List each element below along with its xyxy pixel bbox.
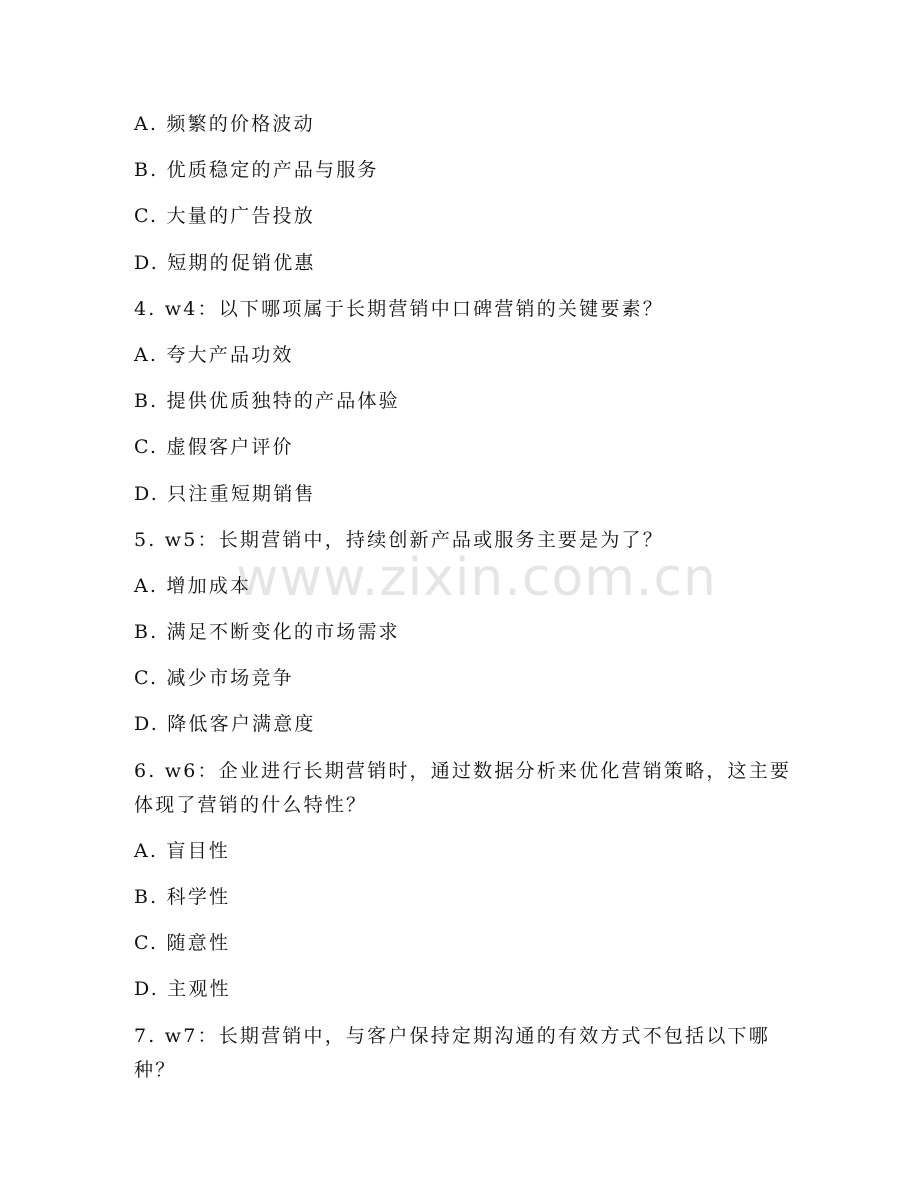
option-line: A. 盲目性 <box>134 839 231 862</box>
option-line: D. 短期的促销优惠 <box>134 251 316 274</box>
option-line: C. 减少市场竞争 <box>134 667 294 690</box>
option-line: B. 满足不断变化的市场需求 <box>134 621 400 644</box>
watermark: www.zixin.com.cn <box>236 548 717 608</box>
option-line: B. 优质稳定的产品与服务 <box>134 159 379 182</box>
option-line: A. 增加成本 <box>134 574 252 597</box>
option-line: A. 夸大产品功效 <box>134 343 294 366</box>
question-line: 4. w4：以下哪项属于长期营销中口碑营销的关键要素？ <box>134 297 664 320</box>
question-line: 5. w5：长期营销中，持续创新产品或服务主要是为了？ <box>134 528 664 551</box>
option-line: C. 虚假客户评价 <box>134 436 294 459</box>
option-line: A. 频繁的价格波动 <box>134 113 315 135</box>
option-line: C. 随意性 <box>134 932 231 955</box>
option-line: D. 只注重短期销售 <box>134 482 316 505</box>
option-line: D. 主观性 <box>134 978 231 1001</box>
option-line: B. 科学性 <box>134 886 231 908</box>
option-line: C. 大量的广告投放 <box>134 205 315 228</box>
question-line: 7. w7：长期营销中，与客户保持定期沟通的有效方式不包括以下哪种？ <box>134 1024 770 1081</box>
option-line: D. 降低客户满意度 <box>134 713 316 736</box>
question-line: 6. w6：企业进行长期营销时，通过数据分析来优化营销策略，这主要体现了营销的什么特性？ <box>134 759 792 816</box>
option-line: B. 提供优质独特的产品体验 <box>134 390 400 413</box>
question-content <box>134 107 794 1099</box>
